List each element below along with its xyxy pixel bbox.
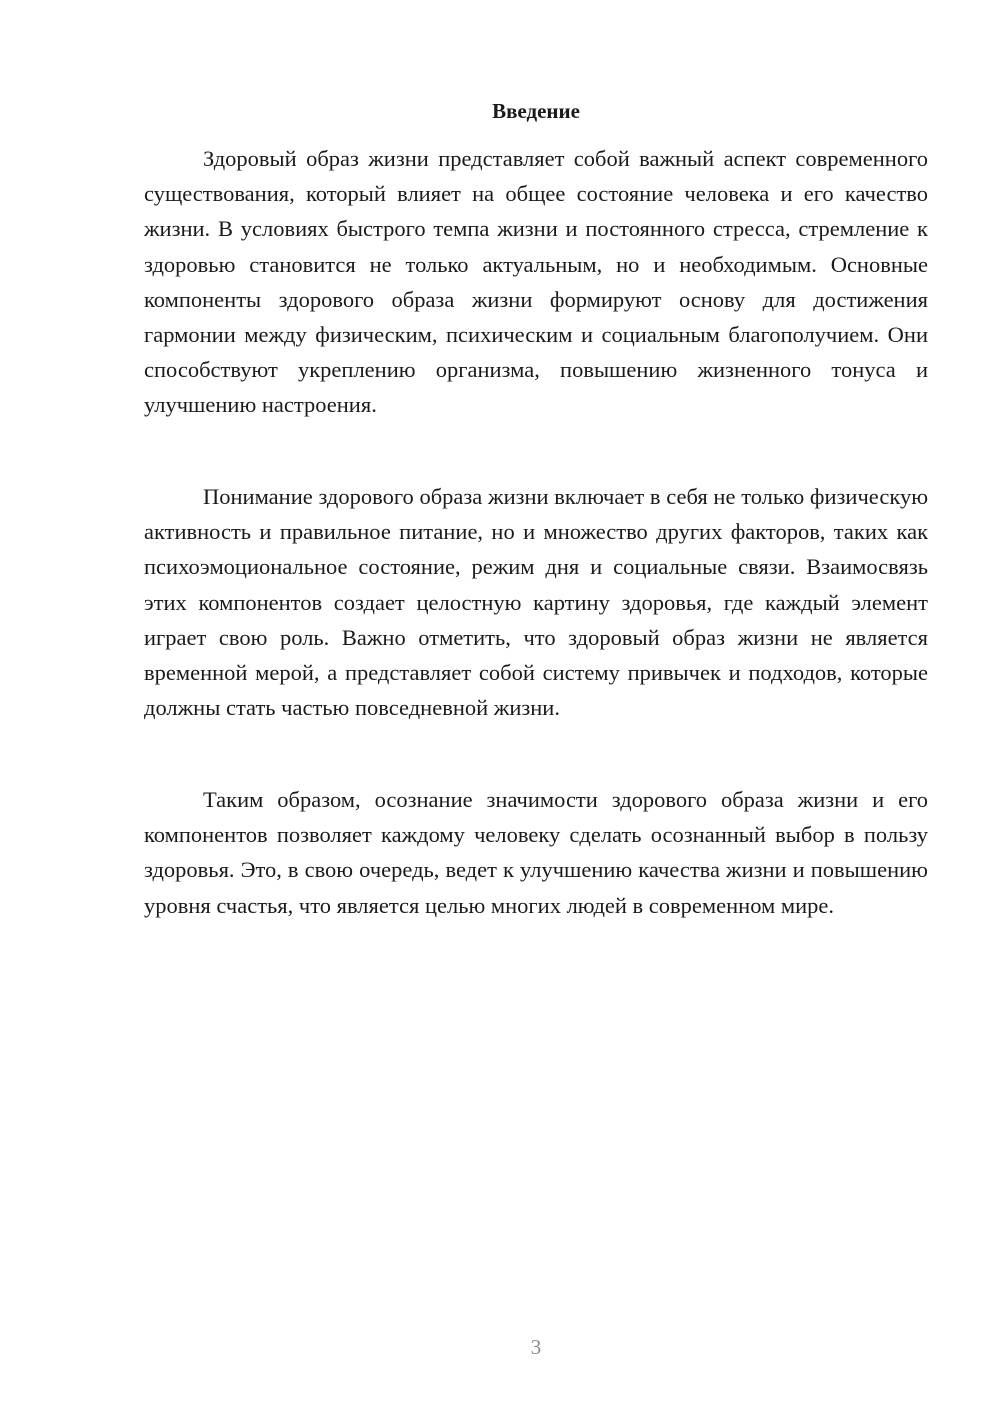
paragraph-1: Здоровый образ жизни представляет собой важный аспект современного существования, который влияет на общее состояние человека и его качество жизни. В условиях быстрого темпа жизни и постоянного стресса, стремление к здоровью становится не только актуальным, но и необходимым. Основные компоненты здорового образа жизни формируют основу для достижения гармонии между физическим, психическим и социальным благополучием. Они способствуют укреплению организма, повышению жизненного тонуса и улучшению настроения. (144, 146, 928, 418)
section-title: Введение (492, 99, 580, 123)
paragraph-3: Таким образом, осознание значимости здорового образа жизни и его компонентов позволяет каждому человеку сделать осознанный выбор в пользу здоровья. Это, в свою очередь, ведет к улучшению качества жизни и повышению уровня счастья, что является целью многих людей в современном мире. (144, 787, 928, 918)
paragraph-2: Понимание здорового образа жизни включает в себя не только физическую активность и правильное питание, но и множество других факторов, таких как психоэмоциональное состояние, режим дня и социальные связи. Взаимосвязь этих компонентов создает целостную картину здоровья, где каждый элемент играет свою роль. Важно отметить, что здоровый образ жизни не является временной мерой, а представляет собой систему привычек и подходов, которые должны стать частью повседневной жизни. (144, 484, 928, 721)
page-number: 3 (530, 1335, 542, 1359)
